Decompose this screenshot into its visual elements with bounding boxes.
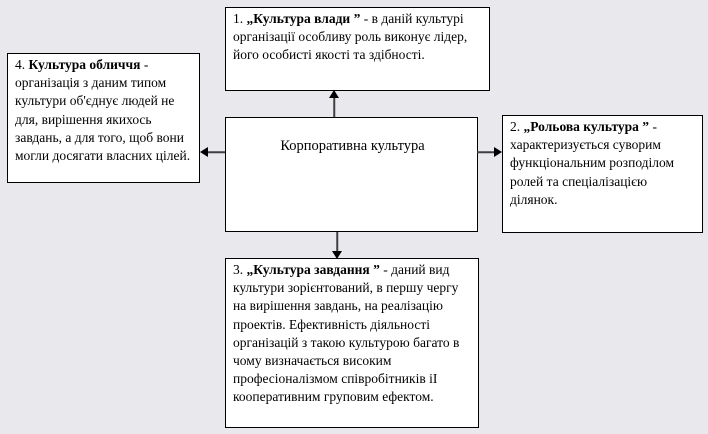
arrow-up-icon: [329, 90, 339, 117]
node-number: 2.: [510, 119, 521, 134]
node-text: - характеризується суворим функціональним розподілом ролей та спеціалізацією ділянок.: [510, 119, 675, 207]
node-title: „Культура завдання ”: [246, 262, 380, 277]
arrow-down-icon: [332, 232, 342, 259]
arrow-head: [329, 90, 339, 98]
arrow-left-icon: [200, 147, 225, 157]
node-text: - в даній культурі організації особливу роль виконує лідер, його особисті якості та здібності.: [233, 11, 468, 63]
node-title: „Культура влади ”: [246, 11, 361, 26]
node-culture-of-face: [7, 53, 200, 183]
node-number: 4.: [15, 57, 26, 72]
arrow-head: [332, 251, 342, 259]
arrow-line: [333, 96, 335, 117]
node-role-culture: [502, 115, 703, 233]
arrow-head: [494, 147, 502, 157]
arrow-head: [200, 147, 208, 157]
node-corporate-culture: [225, 117, 478, 232]
center-label: Корпоративна культура: [280, 138, 425, 154]
node-title: Культура обличчя: [28, 57, 141, 72]
node-text: - даний вид культури зорієнтований, в першу чергу на вирішення завдань, на реалізацію проектів. Ефективність діяльності організацій з такою культурою багато в чому визначається високим професіоналізмом співробітників іІ кооперативним груповим ефектом.: [233, 262, 460, 405]
node-title: „Рольова культура ”: [523, 119, 650, 134]
node-text: - організація з даним типом культури об'єднує людей не для, вирішення якихось завдань, а для того, щоб вони могли досягати власних цілей.: [15, 57, 191, 164]
node-task-culture: [225, 258, 479, 428]
node-number: 1.: [233, 11, 244, 26]
node-culture-of-power: [225, 7, 490, 91]
node-number: 3.: [233, 262, 244, 277]
arrow-line: [336, 232, 338, 253]
arrow-line: [206, 151, 225, 153]
arrow-right-icon: [477, 147, 502, 157]
